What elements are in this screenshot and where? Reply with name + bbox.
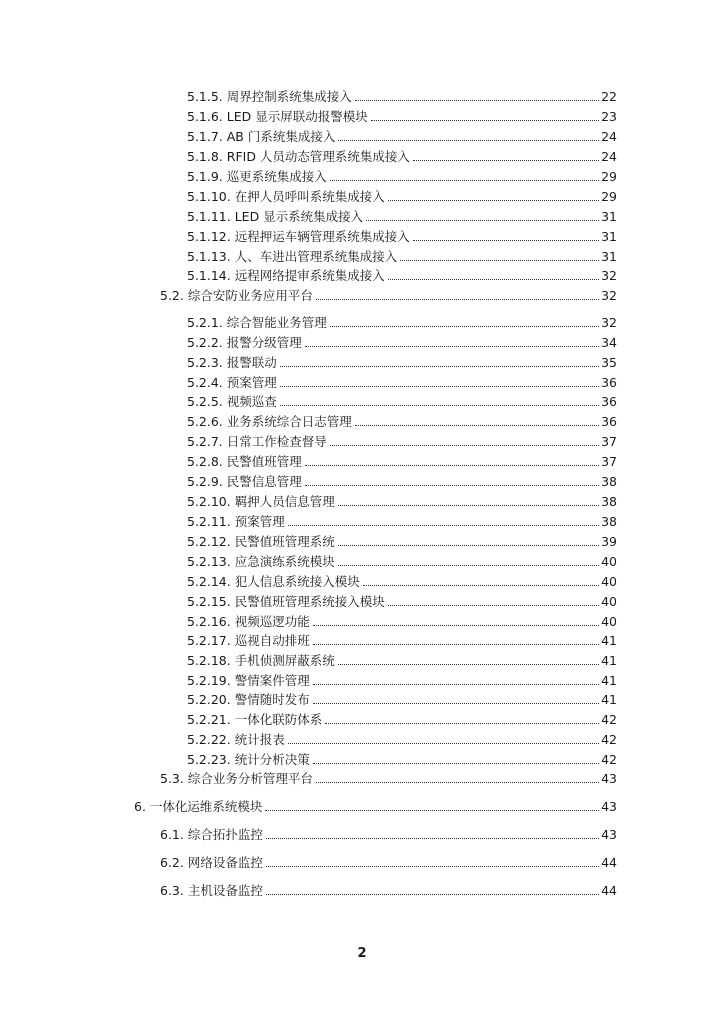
toc-entry-label: 5.1.9. 巡更系统集成接入 [187,169,327,184]
toc-entry-label: 5.2.23. 统计分析决策 [187,752,310,767]
toc-entry-page: 38 [601,494,617,509]
toc-entry-label: 5.2.13. 应急演练系统模块 [187,554,335,569]
toc-entry[interactable] [187,249,617,265]
toc-entry[interactable] [187,229,617,245]
toc-entry[interactable] [187,732,617,748]
toc-leader-dots [388,200,599,201]
toc-entry-page: 34 [601,335,617,350]
toc-leader-dots [355,100,599,101]
toc-entry-page: 24 [601,149,617,164]
toc-entry-label: 5.2.22. 统计报表 [187,732,285,747]
toc-entry-page: 40 [601,614,617,629]
toc-leader-dots [280,386,599,387]
toc-entry-page: 31 [601,249,617,264]
toc-leader-dots [338,140,599,141]
toc-leader-dots [280,405,599,406]
toc-entry-label: 5.2.7. 日常工作检查督导 [187,434,327,449]
toc-leader-dots [413,160,599,161]
toc-entry[interactable] [160,288,617,304]
toc-entry[interactable] [187,474,617,490]
toc-entry-label: 5.1.14. 远程网络提审系统集成接入 [187,268,385,283]
toc-leader-dots [388,279,599,280]
toc-entry-page: 37 [601,434,617,449]
toc-leader-dots [330,180,599,181]
toc-leader-dots [330,326,599,327]
toc-entry-label: 5.2.4. 预案管理 [187,375,277,390]
toc-entry-label: 5.2.16. 视频巡逻功能 [187,614,310,629]
toc-entry[interactable] [187,109,617,125]
toc-entry-label: 5.1.7. AB 门系统集成接入 [187,129,336,144]
toc-entry-page: 44 [601,855,617,870]
toc-leader-dots [266,838,599,839]
toc-leader-dots [313,644,599,645]
toc-leader-dots [305,485,599,486]
toc-entry-label: 5.2.10. 羁押人员信息管理 [187,494,335,509]
toc-entry[interactable] [187,268,617,284]
toc-entry-page: 42 [601,712,617,727]
toc-entry-page: 41 [601,692,617,707]
toc-leader-dots [305,346,599,347]
toc-entry-page: 41 [601,633,617,648]
toc-entry-label: 5.2.17. 巡视自动排班 [187,633,310,648]
toc-entry-label: 6. 一体化运维系统模块 [134,799,263,814]
toc-entry-page: 31 [601,229,617,244]
toc-entry-page: 38 [601,514,617,529]
toc-entry-label: 5.2.11. 预案管理 [187,514,285,529]
toc-entry-label: 5.2.8. 民警值班管理 [187,454,302,469]
toc-entry-page: 41 [601,673,617,688]
toc-entry-page: 32 [601,268,617,283]
toc-entry[interactable] [187,375,617,391]
toc-entry[interactable] [187,554,617,570]
toc-leader-dots [288,743,599,744]
toc-entry[interactable] [187,692,617,708]
toc-entry[interactable] [187,454,617,470]
toc-entry-page: 40 [601,554,617,569]
toc-leader-dots [288,525,599,526]
toc-entry-page: 31 [601,209,617,224]
toc-entry-page: 23 [601,109,617,124]
toc-entry-page: 37 [601,454,617,469]
toc-entry-label: 6.3. 主机设备监控 [160,883,263,898]
toc-entry-label: 5.3. 综合业务分析管理平台 [160,771,313,786]
toc-entry[interactable] [160,855,617,871]
toc-leader-dots [316,782,599,783]
toc-entry-label: 6.1. 综合拓扑监控 [160,827,263,842]
toc-entry-label: 5.1.6. LED 显示屏联动报警模块 [187,109,368,124]
toc-leader-dots [313,625,599,626]
toc-entry-label: 6.2. 网络设备监控 [160,855,263,870]
toc-entry-label: 5.2.2. 报警分级管理 [187,335,302,350]
toc-entry-page: 36 [601,375,617,390]
toc-leader-dots [316,299,599,300]
toc-entry-page: 40 [601,594,617,609]
toc-entry-page: 35 [601,355,617,370]
toc-entry[interactable] [187,315,617,331]
toc-entry-label: 5.1.13. 人、车进出管理系统集成接入 [187,249,398,264]
toc-entry[interactable] [187,614,617,630]
toc-leader-dots [325,723,599,724]
toc-entry-page: 32 [601,288,617,303]
toc-entry-page: 40 [601,574,617,589]
toc-entry-page: 36 [601,414,617,429]
toc-entry[interactable] [187,394,617,410]
toc-entry-label: 5.2.3. 报警联动 [187,355,277,370]
toc-entry[interactable] [187,434,617,450]
toc-entry[interactable] [187,712,617,728]
page-number: 2 [357,946,367,961]
toc-entry-page: 42 [601,752,617,767]
toc-entry-page: 36 [601,394,617,409]
toc-entry-page: 39 [601,534,617,549]
toc-leader-dots [330,445,599,446]
toc-entry-label: 5.2.1. 综合智能业务管理 [187,315,327,330]
toc-leader-dots [266,866,599,867]
toc-leader-dots [338,565,599,566]
toc-leader-dots [355,425,599,426]
toc-entry-page: 42 [601,732,617,747]
toc-leader-dots [313,684,599,685]
toc-leader-dots [400,260,599,261]
toc-entry[interactable] [187,653,617,669]
toc-entry[interactable] [187,594,617,610]
toc-entry-label: 5.1.11. LED 显示系统集成接入 [187,209,364,224]
toc-leader-dots [313,703,599,704]
toc-entry-label: 5.2.18. 手机侦测屏蔽系统 [187,653,335,668]
toc-entry-label: 5.2.12. 民警值班管理系统 [187,534,335,549]
toc-entry[interactable] [187,752,617,768]
toc-entry-label: 5.2.9. 民警信息管理 [187,474,302,489]
toc-entry-label: 5.2.14. 犯人信息系统接入模块 [187,574,360,589]
toc-entry[interactable] [134,799,617,815]
toc-entry[interactable] [187,335,617,351]
toc-leader-dots [313,763,599,764]
toc-leader-dots [338,545,599,546]
toc-entry-label: 5.1.8. RFID 人员动态管理系统集成接入 [187,149,410,164]
toc-entry-page: 24 [601,129,617,144]
toc-entry-label: 5.2.20. 警情随时发布 [187,692,310,707]
toc-entry[interactable] [187,189,617,205]
toc-entry[interactable] [160,771,617,787]
toc-entry-label: 5.2.19. 警情案件管理 [187,673,310,688]
toc-entry[interactable] [187,149,617,165]
toc-leader-dots [280,366,599,367]
toc-entry-label: 5.2. 综合安防业务应用平台 [160,288,313,303]
toc-entry[interactable] [187,89,617,105]
toc-entry[interactable] [187,633,617,649]
toc-entry[interactable] [187,355,617,371]
toc-entry[interactable] [187,129,617,145]
toc-entry[interactable] [187,574,617,590]
toc-entry-page: 32 [601,315,617,330]
toc-entry-page: 29 [601,169,617,184]
toc-leader-dots [366,220,599,221]
toc-entry-page: 22 [601,89,617,104]
toc-leader-dots [338,664,599,665]
toc-entry[interactable] [187,209,617,225]
toc-entry-page: 38 [601,474,617,489]
toc-entry[interactable] [160,883,617,899]
toc-leader-dots [338,505,599,506]
toc-entry[interactable] [187,514,617,530]
toc-leader-dots [305,465,599,466]
toc-entry[interactable] [187,494,617,510]
toc-entry-label: 5.1.10. 在押人员呼叫系统集成接入 [187,189,385,204]
toc-entry-label: 5.1.12. 远程押运车辆管理系统集成接入 [187,229,410,244]
toc-entry[interactable] [187,534,617,550]
toc-entry-label: 5.2.15. 民警值班管理系统接入模块 [187,594,385,609]
toc-entry-page: 44 [601,883,617,898]
toc-entry-label: 5.2.21. 一体化联防体系 [187,712,323,727]
toc-leader-dots [413,240,599,241]
toc-entry[interactable] [160,827,617,843]
toc-entry-label: 5.1.5. 周界控制系统集成接入 [187,89,352,104]
toc-leader-dots [371,120,599,121]
toc-entry[interactable] [187,673,617,689]
toc-entry-label: 5.2.6. 业务系统综合日志管理 [187,414,352,429]
toc-leader-dots [388,605,599,606]
toc-entry-label: 5.2.5. 视频巡查 [187,394,277,409]
toc-entry-page: 43 [601,827,617,842]
toc-leader-dots [266,894,599,895]
toc-entry[interactable] [187,169,617,185]
toc-entry[interactable] [187,414,617,430]
toc-entry-page: 41 [601,653,617,668]
toc-leader-dots [265,810,599,811]
toc-leader-dots [363,585,599,586]
toc-entry-page: 43 [601,799,617,814]
toc-entry-page: 43 [601,771,617,786]
toc-entry-page: 29 [601,189,617,204]
